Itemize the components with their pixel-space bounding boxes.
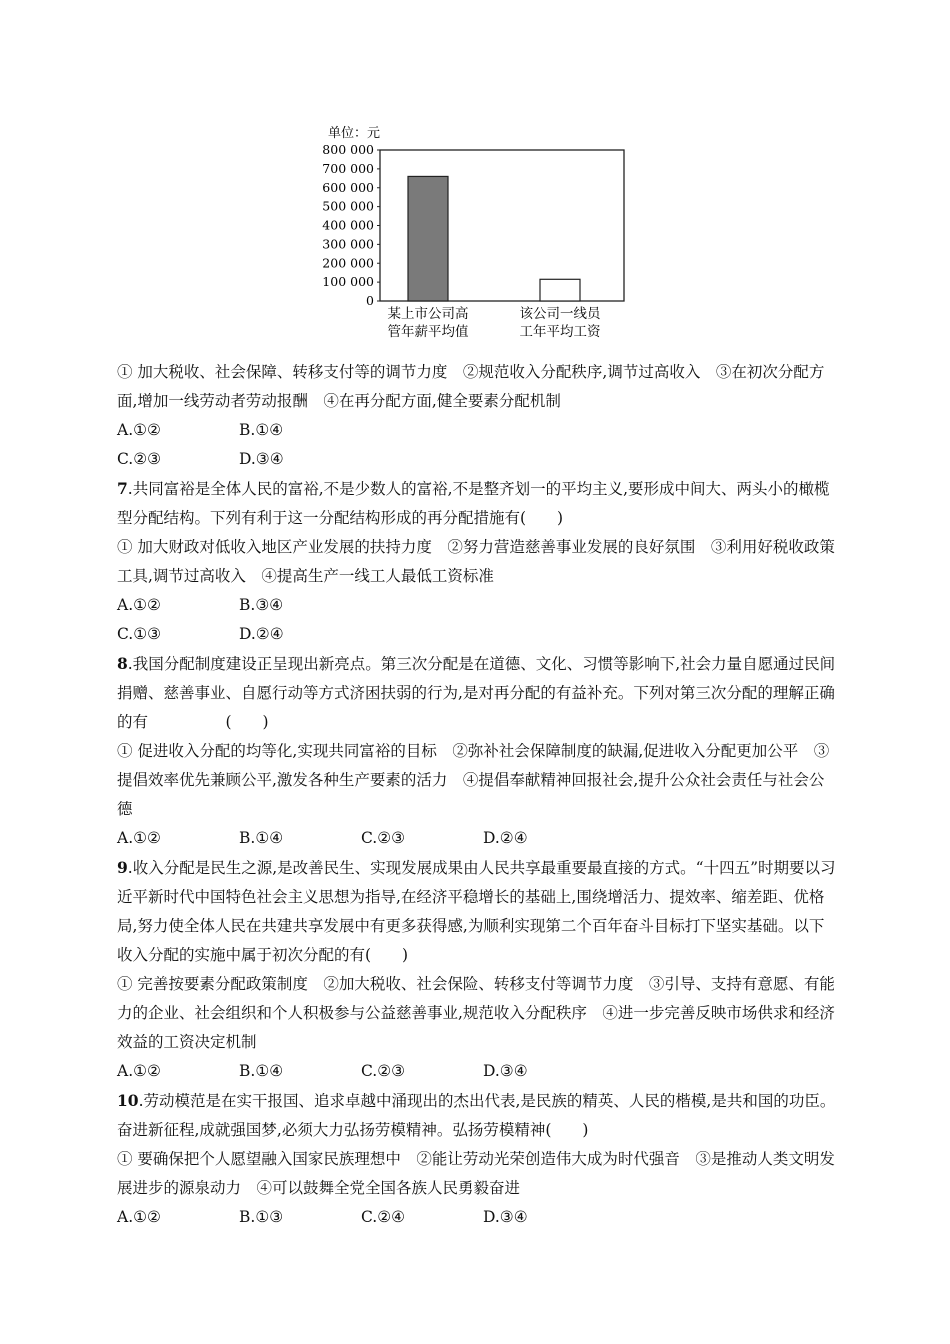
q8-option-d[interactable]: D.②④ <box>483 829 528 847</box>
q9-stem <box>117 853 837 970</box>
q7-options-row2 <box>117 620 837 649</box>
bars <box>408 176 580 301</box>
q10-number: 10 <box>117 1091 139 1110</box>
y-tick-label: 800 000 <box>322 142 374 157</box>
q7-option-d[interactable]: D.②④ <box>239 625 284 643</box>
q10-option-c[interactable]: C.②④ <box>361 1208 406 1226</box>
x-category-label: 工年平均工资 <box>519 324 601 340</box>
chart-unit-label: 单位：元 <box>328 126 381 141</box>
q7-stem <box>117 474 837 533</box>
q10-stem-text: .劳动模范是在实干报国、追求卓越中涌现出的杰出代表,是民族的精英、人民的楷模,是共和国的功臣。奋进新征程,成就强国梦,必须大力弘扬劳模精神。弘扬劳模精神( ) <box>117 1092 836 1139</box>
bar-2 <box>540 279 580 301</box>
questions <box>117 358 837 1232</box>
q6-option-d[interactable]: D.③④ <box>239 450 284 468</box>
q9-option-b[interactable]: B.①④ <box>239 1062 284 1080</box>
y-tick-label: 400 000 <box>322 217 374 233</box>
income-bar-chart <box>310 118 640 348</box>
q6-statements: ① 加大税收、社会保障、转移支付等的调节力度 ②规范收入分配秩序,调节过高收入 ③在初次分配方面,增加一线劳动者劳动报酬 ④在再分配方面,健全要素分配机制 <box>117 363 825 410</box>
y-tick-label: 0 <box>366 293 374 308</box>
x-category-label: 管年薪平均值 <box>387 324 469 340</box>
q10-options <box>117 1203 837 1232</box>
q8-option-b[interactable]: B.①④ <box>239 829 284 847</box>
y-tick-label: 600 000 <box>322 179 374 195</box>
q9-option-d[interactable]: D.③④ <box>483 1062 528 1080</box>
q10-option-b[interactable]: B.①③ <box>239 1208 284 1226</box>
q7-statements: ① 加大财政对低收入地区产业发展的扶持力度 ②努力营造慈善事业发展的良好氛围 ③利用好税收政策工具,调节过高收入 ④提高生产一线工人最低工资标准 <box>117 538 835 585</box>
x-category-label: 该公司一线员 <box>519 306 601 322</box>
q6-option-c[interactable]: C.②③ <box>117 450 162 468</box>
q6-options-row2 <box>117 445 837 474</box>
q10-stem <box>117 1086 837 1145</box>
q6-option-b[interactable]: B.①④ <box>239 421 284 439</box>
q10-option-d[interactable]: D.③④ <box>483 1208 528 1226</box>
q6-option-a[interactable]: A.①② <box>117 421 161 439</box>
q7-number: 7 <box>117 479 128 498</box>
q8-number: 8 <box>117 654 128 673</box>
q9-statements: ① 完善按要素分配政策制度 ②加大税收、社会保险、转移支付等调节力度 ③引导、支持有意愿、有能力的企业、社会组织和个人积极参与公益慈善事业,规范收入分配秩序 ④进一步完善反映市场供求和经济效益的工资决定机制 <box>117 975 835 1051</box>
q8-stem-text: .我国分配制度建设正呈现出新亮点。第三次分配是在道德、文化、习惯等影响下,社会力量自愿通过民间捐赠、慈善事业、自愿行动等方式济困扶弱的行为,是对再分配的有益补充。下列对第三次分配的理解正确的有 ( ) <box>117 655 836 731</box>
y-tick-label: 300 000 <box>322 236 374 252</box>
q8-stem <box>117 649 837 737</box>
q10-option-a[interactable]: A.①② <box>117 1208 161 1226</box>
q6-options-row1 <box>117 416 837 445</box>
y-tick-label: 200 000 <box>322 255 374 271</box>
y-tick-label: 100 000 <box>322 274 374 290</box>
q9-stem-text: .收入分配是民生之源,是改善民生、实现发展成果由人民共享最重要最直接的方式。“十四五”时期要以习近平新时代中国特色社会主义思想为指导,在经济平稳增长的基础上,围绕增活力、提效率、缩差距、优格局,努力使全体人民在共建共享发展中有更多获得感,为顺利实现第二个百年奋斗目标打下坚实基础。以下收入分配的实施中属于初次分配的有( ) <box>117 859 836 964</box>
q7-stem-text: .共同富裕是全体人民的富裕,不是少数人的富裕,不是整齐划一的平均主义,要形成中间大、两头小的橄榄型分配结构。下列有利于这一分配结构形成的再分配措施有( ) <box>117 480 830 527</box>
q10-statements: ① 要确保把个人愿望融入国家民族理想中 ②能让劳动光荣创造伟大成为时代强音 ③是推动人类文明发展进步的源泉动力 ④可以鼓舞全党全国各族人民勇毅奋进 <box>117 1150 835 1197</box>
x-category-label: 某上市公司高 <box>387 306 469 322</box>
q9-number: 9 <box>117 858 128 877</box>
q7-options-row1 <box>117 591 837 620</box>
q7-option-c[interactable]: C.①③ <box>117 625 162 643</box>
q7-option-b[interactable]: B.③④ <box>239 596 284 614</box>
x-axis-labels <box>388 305 602 340</box>
y-tick-label: 700 000 <box>322 160 374 176</box>
q9-options <box>117 1057 837 1086</box>
q8-option-c[interactable]: C.②③ <box>361 829 406 847</box>
y-axis-ticks <box>322 142 380 308</box>
q8-options <box>117 824 837 853</box>
q9-option-a[interactable]: A.①② <box>117 1062 161 1080</box>
bar-1 <box>408 176 448 301</box>
q8-option-a[interactable]: A.①② <box>117 829 161 847</box>
y-tick-label: 500 000 <box>322 198 374 214</box>
q7-option-a[interactable]: A.①② <box>117 596 161 614</box>
q9-option-c[interactable]: C.②③ <box>361 1062 406 1080</box>
q8-statements: ① 促进收入分配的均等化,实现共同富裕的目标 ②弥补社会保障制度的缺漏,促进收入分配更加公平 ③提倡效率优先兼顾公平,激发各种生产要素的活力 ④提倡奉献精神回报社会,提升公众社会责任与社会公德 <box>117 742 830 818</box>
